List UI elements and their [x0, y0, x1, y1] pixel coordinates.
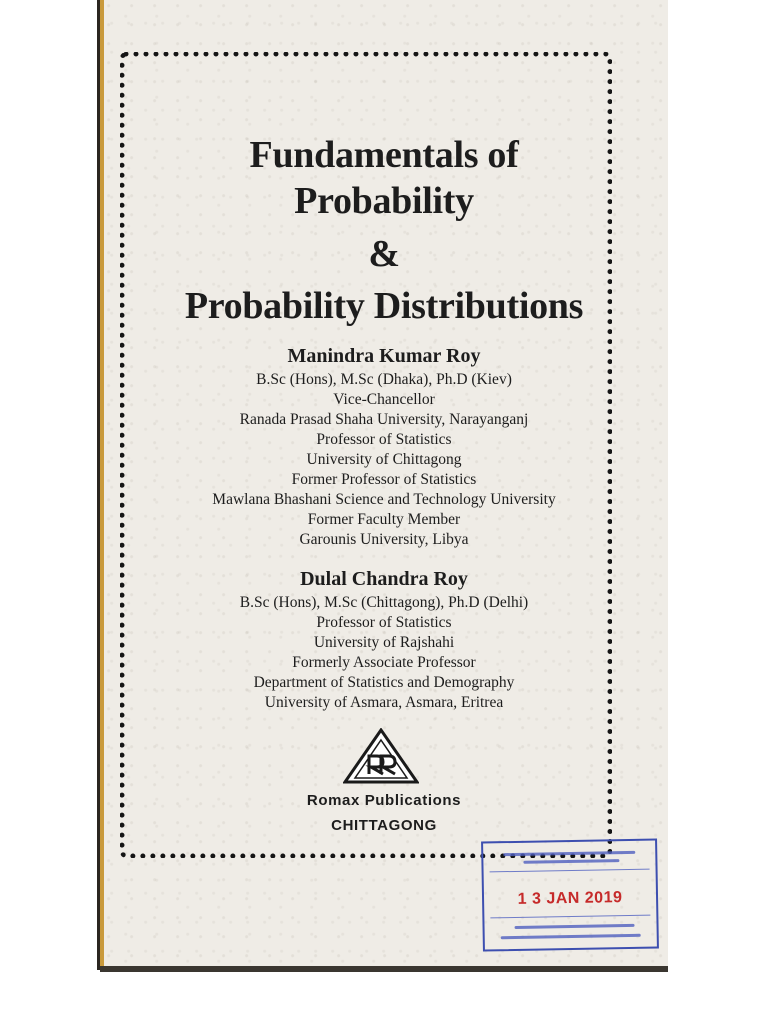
- author-1-line: Vice-Chancellor: [333, 391, 435, 408]
- book-title-line-1: Fundamentals of: [249, 134, 519, 176]
- author-1-name: Manindra Kumar Roy: [287, 345, 481, 367]
- library-date-stamp: [481, 838, 659, 951]
- page-bottom-edge: [100, 966, 668, 972]
- author-2-line: Professor of Statistics: [316, 614, 452, 631]
- stamp-header: [489, 845, 649, 873]
- author-2-line: B.Sc (Hons), M.Sc (Chittagong), Ph.D (Delhi): [239, 594, 529, 611]
- author-1-line: Ranada Prasad Shaha University, Narayanganj: [239, 411, 529, 428]
- author-2-line: University of Asmara, Asmara, Eritrea: [264, 694, 504, 711]
- author-2-line: Department of Statistics and Demography: [253, 674, 515, 691]
- scan-background-left: [0, 0, 100, 1024]
- author-1-line: Mawlana Bhashani Science and Technology University: [212, 491, 556, 508]
- book-title-line-2: Probability: [294, 180, 474, 222]
- author-1-line: B.Sc (Hons), M.Sc (Dhaka), Ph.D (Kiev): [256, 371, 512, 388]
- book-title-ampersand: &: [368, 233, 400, 275]
- author-1-line: University of Chittagong: [306, 451, 462, 468]
- publisher-city: CHITTAGONG: [331, 817, 437, 834]
- author-1-line: Garounis University, Libya: [299, 531, 469, 548]
- book-title-line-4: Probability Distributions: [184, 285, 584, 327]
- stamp-date: 1 3 JAN 2019: [517, 889, 623, 908]
- romax-triangle-logo-icon: [343, 728, 419, 784]
- stamp-footer: [490, 915, 651, 949]
- author-2-name: Dulal Chandra Roy: [300, 568, 468, 590]
- publisher-name: Romax Publications: [306, 792, 462, 809]
- author-2-line: Formerly Associate Professor: [292, 654, 476, 671]
- author-2-line: University of Rajshahi: [313, 634, 455, 651]
- author-1-line: Professor of Statistics: [316, 431, 452, 448]
- author-1-line: Former Professor of Statistics: [291, 471, 477, 488]
- author-1-line: Former Faculty Member: [307, 511, 461, 528]
